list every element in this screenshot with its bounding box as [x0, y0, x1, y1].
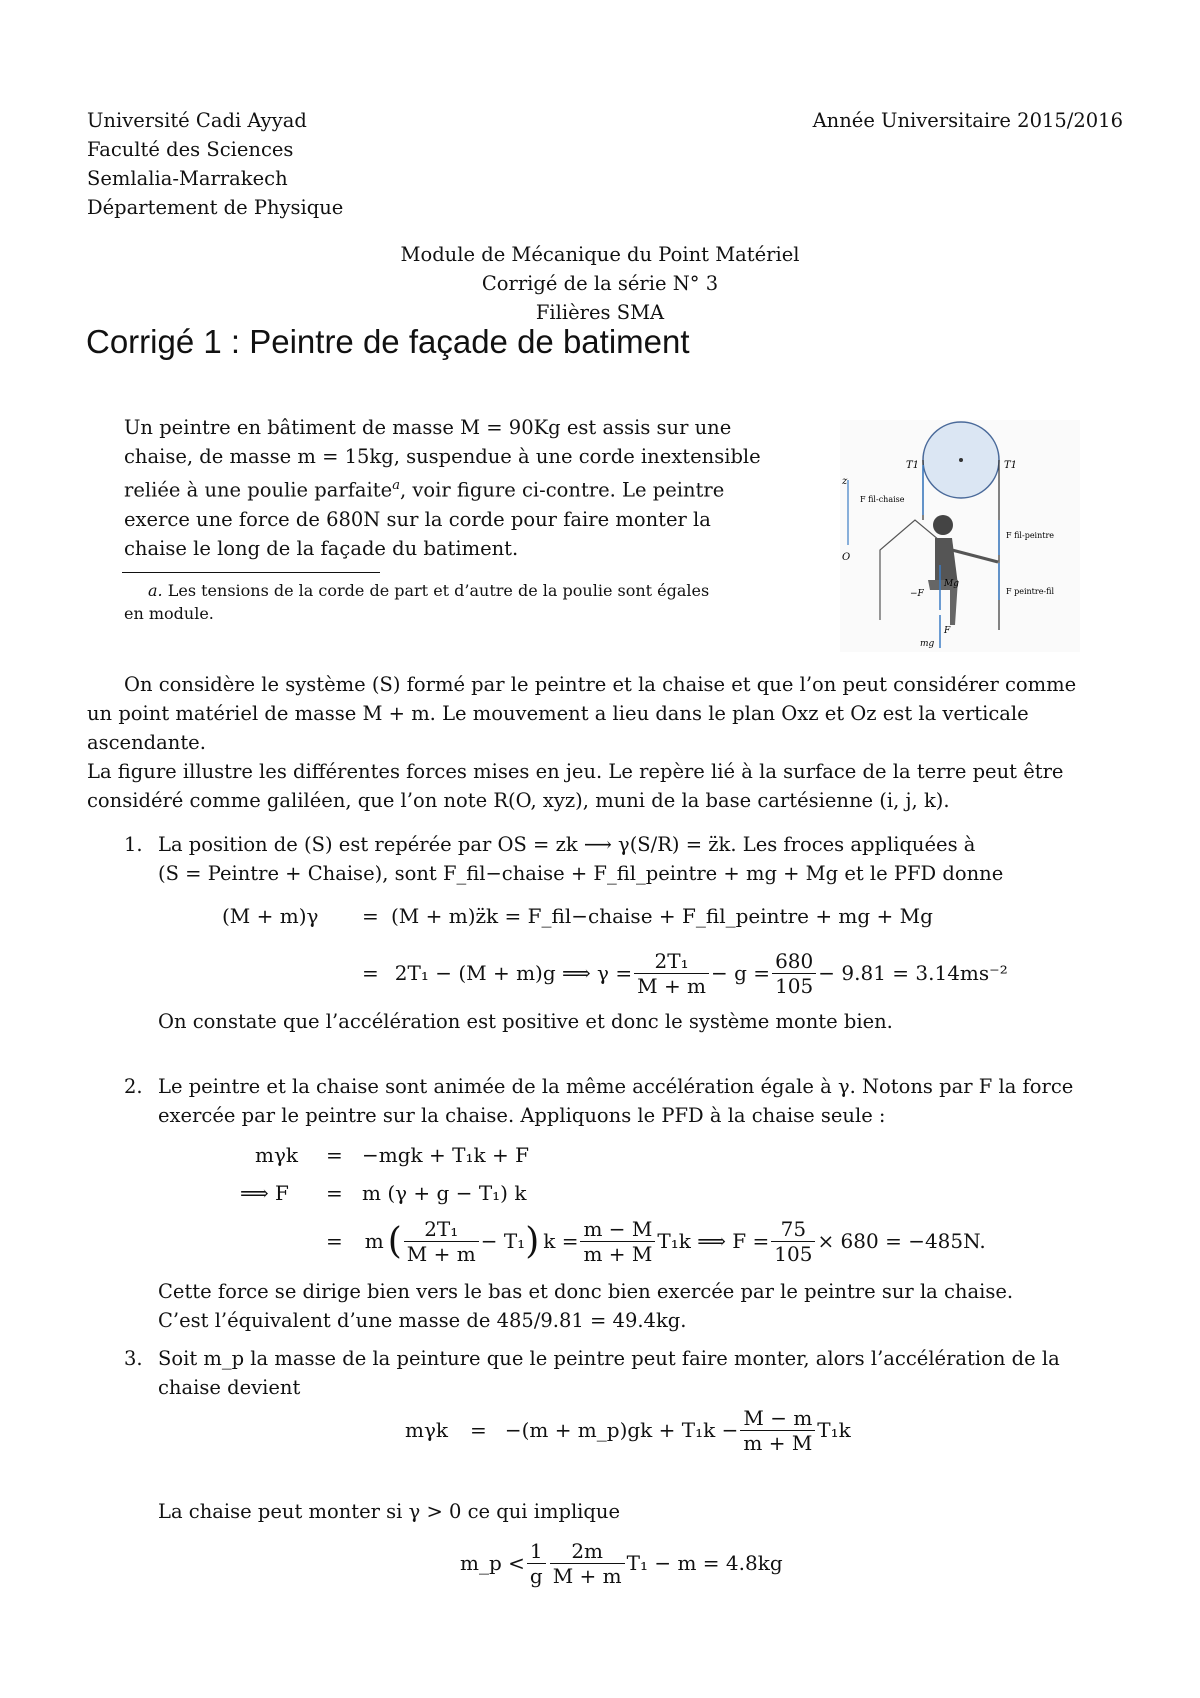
q3-eq-frac: [740, 1406, 815, 1455]
footnote-line-1: [124, 579, 764, 602]
q2-conclusion-1: Cette force se dirige bien vers le bas et donc bien exercée par le peintre sur la chaise.: [158, 1280, 1014, 1303]
q2-r3-equals: =: [326, 1229, 343, 1253]
q2-r2-left: ⟹ F: [240, 1181, 289, 1205]
intro-line-1: Un peintre en bâtiment de masse M = 90Kg est assis sur une: [124, 416, 732, 439]
q3-res-frac1: [527, 1539, 546, 1588]
Mg-label: Mg: [944, 579, 959, 589]
q3-line-1: Soit m_p la masse de la peinture que le peintre peut faire monter, alors l’accélération de la: [158, 1347, 1060, 1370]
q2-r3-num1: 2T₁: [404, 1217, 479, 1242]
q2-r3-a: m: [364, 1229, 384, 1253]
q2-r3-d: T₁k ⟹ F =: [657, 1229, 770, 1253]
q3-line-2: chaise devient: [158, 1376, 301, 1399]
q2-r3: [326, 1213, 986, 1269]
footnote-text: Les tensions de la corde de part et d’autre de la poulie sont égales: [167, 581, 710, 600]
q1-eq1-left: (M + m)γ: [222, 904, 319, 928]
series-title: Corrigé de la série N° 3: [481, 272, 719, 295]
q3-result: [460, 1535, 783, 1591]
section-title: Corrigé 1 : Peintre de façade de batiment: [86, 323, 690, 360]
q1-text-b: OS = zk ⟶ γ(S/R) = z̈k. Les froces appliquées à: [497, 833, 976, 856]
q3-eq-left: mγk: [405, 1418, 449, 1442]
q3-eq-right-b: T₁k: [817, 1418, 851, 1442]
q3-equation: [405, 1402, 851, 1458]
q3-res-a: m_p <: [460, 1551, 525, 1575]
q1-line-1: [158, 830, 1123, 859]
q2-conclusion-2: C’est l’équivalent d’une masse de 485/9.81 = 49.4kg.: [158, 1309, 687, 1332]
q1-number: 1.: [124, 833, 143, 856]
q1-line-2: (S = Peintre + Chaise), sont F_fil−chaise + F_fil_peintre + mg + Mg et le PFD donne: [158, 862, 1004, 885]
system-paragraph: [87, 670, 1123, 815]
q2-r3-num3: 75: [771, 1217, 815, 1242]
q2-r3-den1: M + m: [406, 1241, 476, 1266]
q1-eq2-frac2: [772, 949, 816, 998]
q2-number: 2.: [124, 1075, 143, 1098]
T1-right-label: T1: [1004, 460, 1018, 471]
q3-eq-right-a: −(m + m_p)gk + T₁k −: [504, 1418, 739, 1442]
university-name: Université Cadi Ayyad: [87, 109, 307, 132]
q1-eq2-num2: 680: [772, 949, 816, 974]
pulley-axle-icon: [959, 458, 963, 462]
title-block: [0, 240, 1200, 327]
para-line-3: ascendante.: [87, 731, 206, 754]
q3-res-b: T₁ − m = 4.8kg: [626, 1551, 783, 1575]
q3-res-num2: 2m: [550, 1539, 625, 1564]
q1-text-a: La position de (S) est repérée par: [158, 833, 492, 856]
F-label: F: [944, 626, 951, 636]
footnote-marker: a.: [148, 581, 163, 600]
q2-r3-den3: 105: [774, 1241, 813, 1266]
intro-line-3: [124, 471, 764, 505]
q2-r2-equals: =: [326, 1181, 343, 1205]
mg-label: mg: [920, 639, 935, 649]
program-title: Filières SMA: [535, 301, 665, 324]
para-line-5: considéré comme galiléen, que l’on note R(O, xyz), muni de la base cartésienne (i, j, k).: [87, 789, 950, 812]
q2-r3-frac3: [771, 1217, 815, 1266]
q2-line-2: exercée par le peintre sur la chaise. Appliquons le PFD à la chaise seule :: [158, 1104, 886, 1127]
painter-head-icon: [933, 515, 953, 535]
footnote-ref: a: [392, 478, 400, 493]
q2-r3-frac1: [404, 1217, 479, 1266]
q2-r3-den2: m + M: [583, 1241, 653, 1266]
institution-block: [87, 106, 343, 222]
q1-eq2-c: − 9.81 = 3.14ms⁻²: [818, 961, 1008, 985]
q1-eq2-den2: 105: [775, 973, 814, 998]
q3-res-den1: g: [529, 1563, 543, 1588]
q2-r3-e: × 680 = −485N.: [817, 1229, 986, 1253]
para-line-2: un point matériel de masse M + m. Le mouvement a lieu dans le plan Oxz et Oz est la verticale: [87, 702, 1029, 725]
q1-statement: [158, 830, 1123, 888]
q3-res-num1: 1: [527, 1539, 546, 1564]
q2-r1-left: mγk: [255, 1143, 299, 1167]
footnote-text-2: en module.: [124, 604, 214, 623]
campus-name: Semlalia-Marrakech: [87, 167, 288, 190]
q2-r3-b: − T₁: [480, 1229, 526, 1253]
q1-eq1-right: (M + m)z̈k = F_fil−chaise + F_fil_peintre + mg + Mg: [391, 904, 933, 928]
right-paren: ): [525, 1220, 540, 1262]
q3-eq-den: m + M: [743, 1430, 813, 1455]
q1-eq2-a: 2T₁ − (M + m)g ⟹ γ =: [394, 961, 633, 985]
q2-conclusion: [158, 1277, 1013, 1335]
q3-eq-equals: =: [470, 1418, 487, 1442]
q2-line-1: Le peintre et la chaise sont animée de la même accélération égale à γ. Notons par F la force: [158, 1075, 1074, 1098]
q2-r3-num2: m − M: [580, 1217, 655, 1242]
q2-r3-c: k =: [543, 1229, 579, 1253]
q2-r3-frac2: [580, 1217, 655, 1266]
q3-res-frac2: [550, 1539, 625, 1588]
f-fil-chaise-label: F fil-chaise: [860, 495, 905, 504]
intro-line-3-end: , voir figure ci-contre. Le peintre: [399, 478, 725, 502]
intro-paragraph: [124, 413, 764, 563]
para-line-1: On considère le système (S) formé par le peintre et la chaise et que l’on peut considérer comme: [124, 673, 1077, 696]
q2-r2-right: m (γ + g − T₁) k: [362, 1181, 527, 1205]
pulley-figure: [840, 420, 1080, 652]
f-peintre-fil-label: F peintre-fil: [1006, 587, 1055, 596]
q3-eq-num: M − m: [740, 1406, 815, 1431]
module-title: Module de Mécanique du Point Matériel: [400, 243, 800, 266]
q3-statement: [158, 1344, 1123, 1402]
intro-line-3-text: reliée à une poulie parfaite: [124, 478, 393, 502]
origin-label: O: [842, 552, 851, 563]
q3-res-den2: M + m: [552, 1563, 622, 1588]
z-axis-label: z: [842, 476, 848, 487]
footnote-rule: [122, 572, 380, 573]
q1-eq2-equals: =: [362, 961, 379, 985]
academic-year: Année Universitaire 2015/2016: [812, 109, 1123, 132]
q1-eq2-b: − g =: [711, 961, 771, 985]
minus-F-label: −F: [910, 589, 924, 599]
f-fil-peintre-label: F fil-peintre: [1006, 531, 1055, 540]
q2-r1-right: −mgk + T₁k + F: [362, 1143, 529, 1167]
left-paren: (: [387, 1220, 402, 1262]
q3-condition: La chaise peut monter si γ > 0 ce qui implique: [158, 1500, 621, 1523]
footnote: [124, 579, 764, 625]
q2-statement: [158, 1072, 1123, 1130]
q1-eq2-den1: M + m: [637, 973, 707, 998]
q1-eq1-equals: =: [362, 904, 379, 928]
intro-line-4: exerce une force de 680N sur la corde pour faire monter la: [124, 507, 711, 531]
q1-eq2-frac1: [634, 949, 709, 998]
q1-conclusion: On constate que l’accélération est positive et donc le système monte bien.: [158, 1010, 893, 1033]
q3-number: 3.: [124, 1347, 143, 1370]
intro-line-5: chaise le long de la façade du batiment.: [124, 536, 519, 560]
T1-left-label: T1: [906, 460, 920, 471]
faculty-name: Faculté des Sciences: [87, 138, 294, 161]
q2-r1-equals: =: [326, 1143, 343, 1167]
para-line-4: La figure illustre les différentes forces mises en jeu. Le repère lié à la surface de la terre peut être: [87, 760, 1064, 783]
intro-line-2: chaise, de masse m = 15kg, suspendue à une corde inextensible: [124, 445, 761, 468]
q1-eq2-num1: 2T₁: [634, 949, 709, 974]
department-name: Département de Physique: [87, 196, 344, 219]
q1-eq2: [362, 948, 1008, 998]
